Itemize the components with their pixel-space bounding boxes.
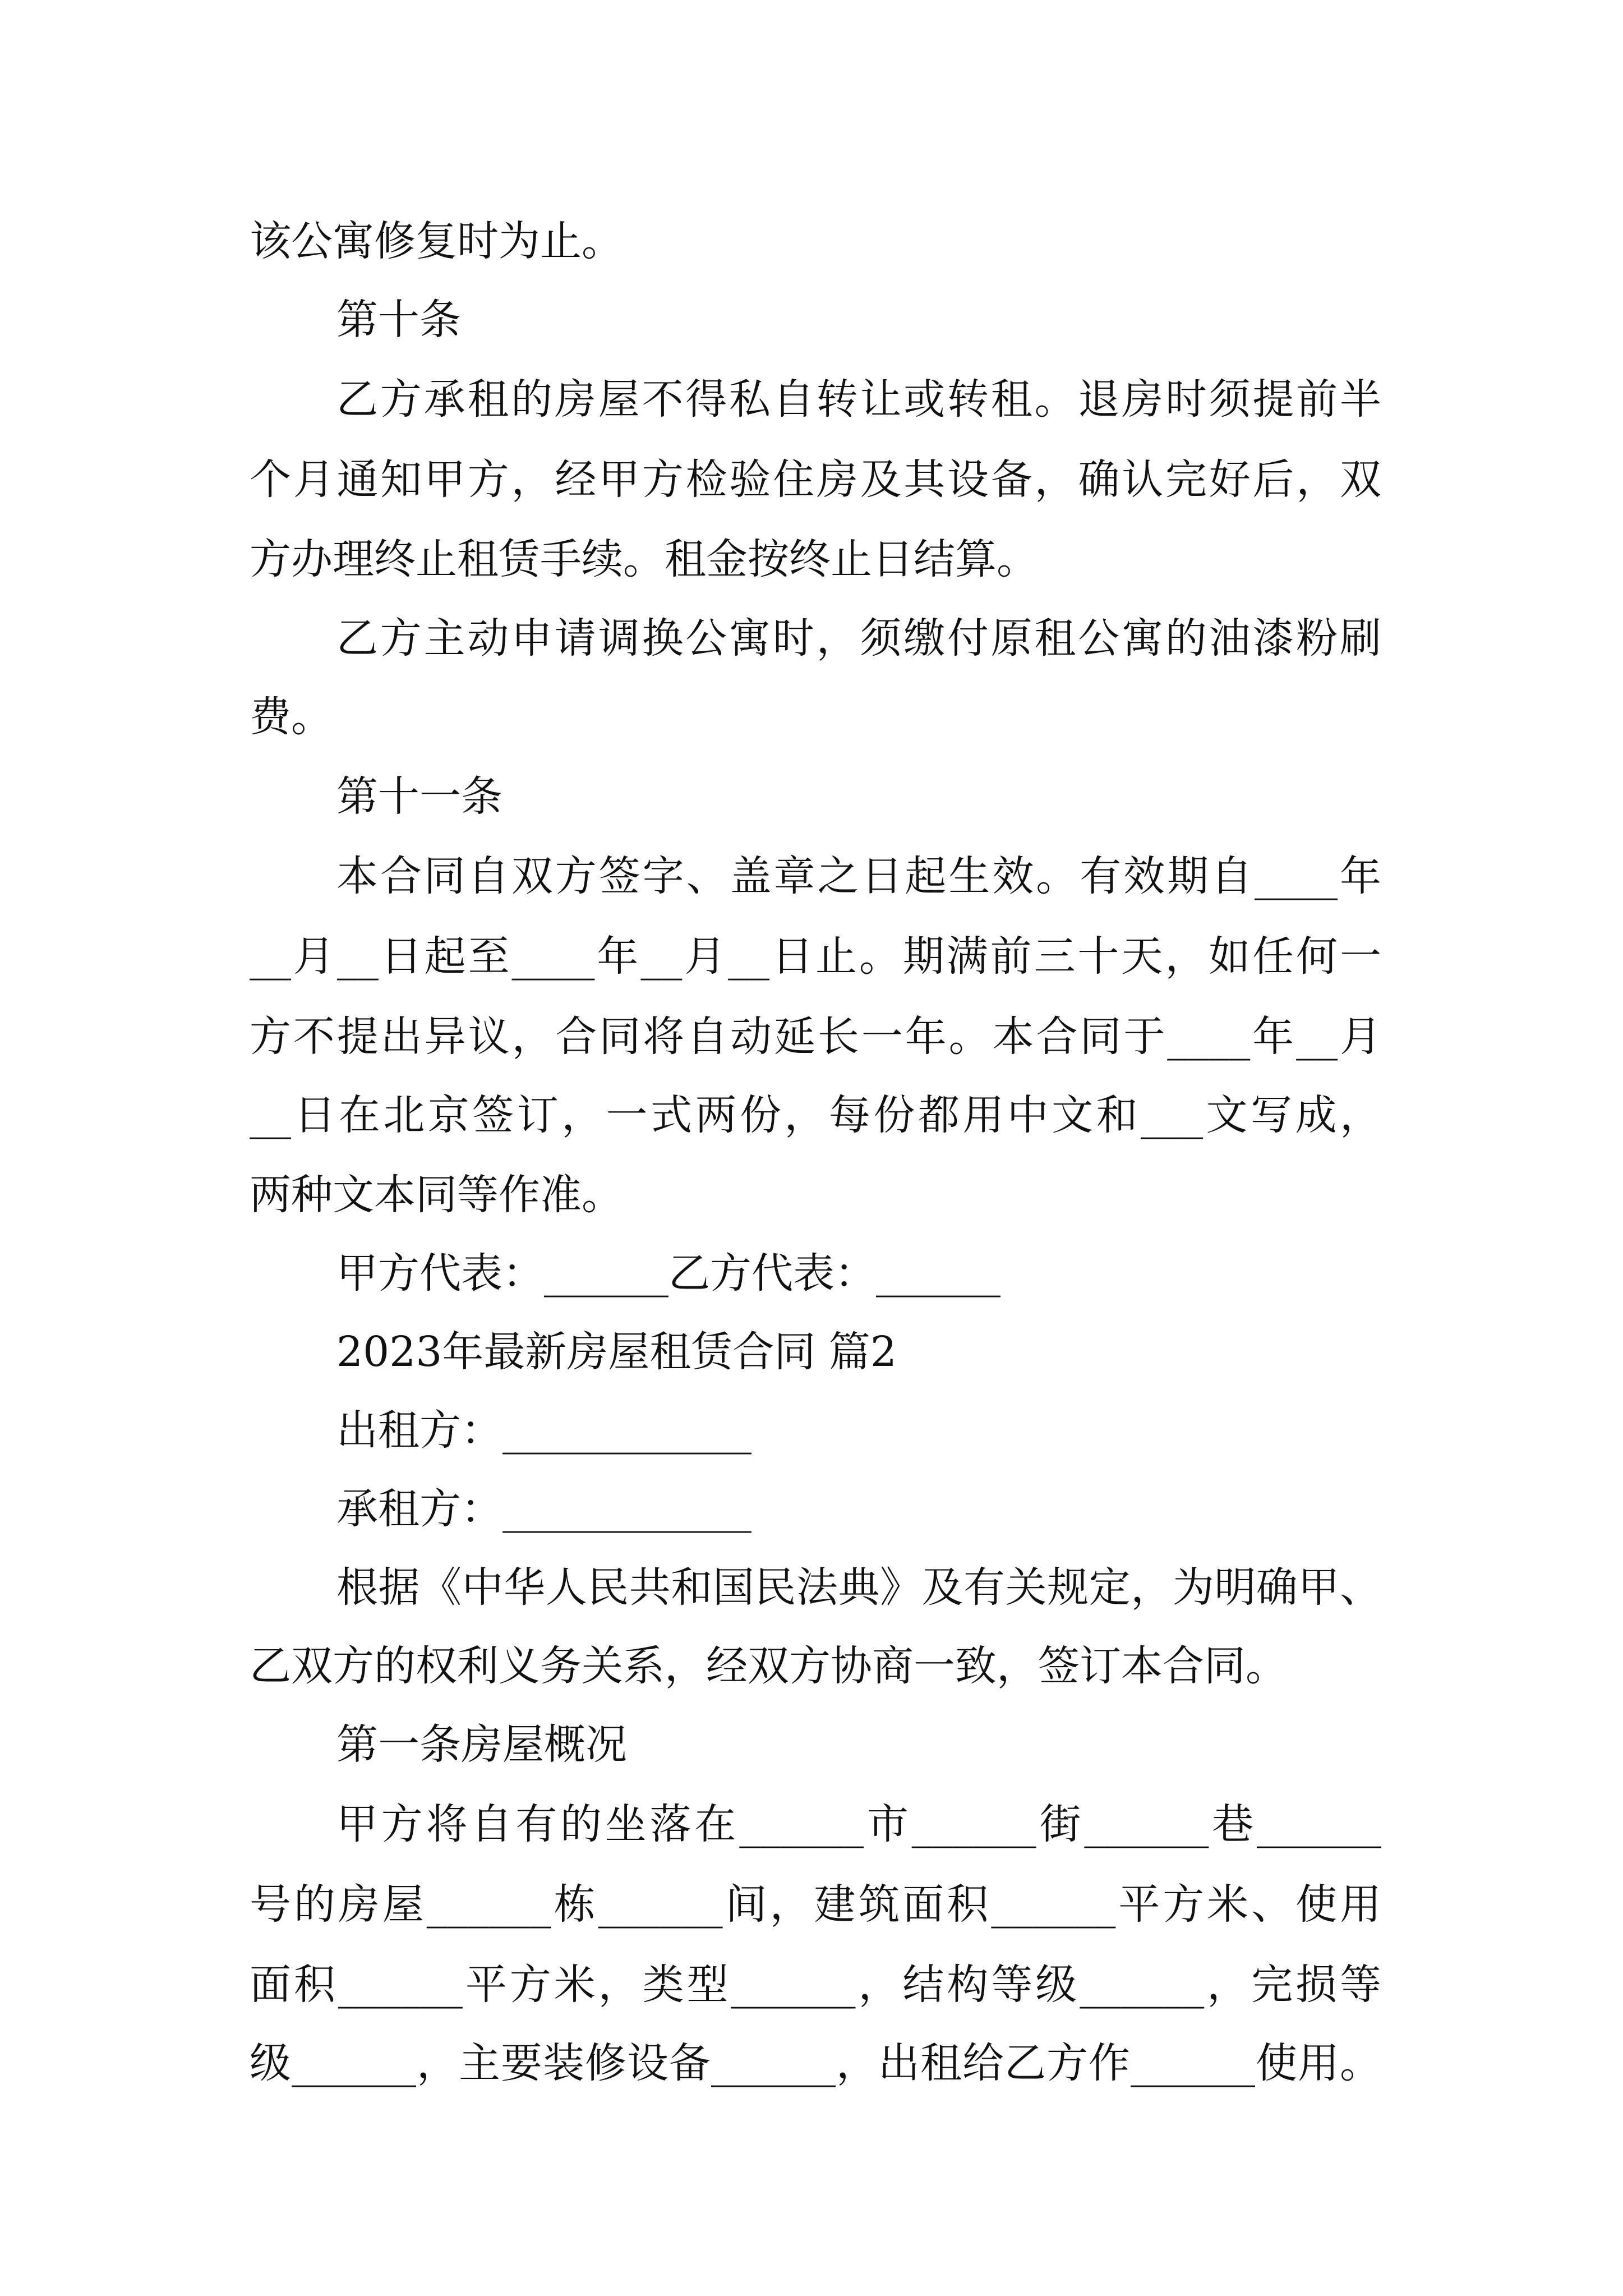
text-line-3: 乙方承租的房屋不得私自转让或转租。退房时须提前半 [336,375,1381,424]
text-line-18: 根据《中华人民共和国民法典》及有关规定，为明确甲、 [336,1563,1381,1612]
text-line-19: 乙双方的权利义务关系，经双方协商一致，签订本合同。 [250,1642,1287,1690]
text-line-22: 号的房屋______栋______间，建筑面积______平方米、使用 [250,1880,1381,1929]
text-line-13: 两种文本同等作准。 [250,1171,623,1219]
signature-line: 甲方代表：______乙方代表：______ [336,1249,1000,1297]
text-line-24: 级______，主要装修设备______，出租给乙方作______使用。 [250,2039,1381,2087]
text-line-9: 本合同自双方签字、盖章之日起生效。有效期自____年 [336,852,1381,900]
text-line-6: 乙方主动申请调换公寓时，须缴付原租公寓的油漆粉刷 [336,614,1381,662]
article-heading-10: 第十条 [336,296,461,344]
section-title: 2023年最新房屋租赁合同 篇2 [336,1328,897,1376]
lessor-line: 出租方：____________ [336,1406,751,1455]
text-line-21: 甲方将自有的坐落在______市______街______巷______ [336,1800,1381,1848]
text-line-12: __日在北京签订，一式两份，每份都用中文和___文写成， [250,1091,1381,1139]
text-line-4: 个月通知甲方，经甲方检验住房及其设备，确认完好后，双 [250,455,1381,504]
text-line-23: 面积______平方米，类型______，结构等级______，完损等 [250,1961,1381,2009]
text-line-11: 方不提出异议，合同将自动延长一年。本合同于____年__月 [250,1013,1381,1061]
text-line-7: 费。 [250,693,333,741]
text-line-1: 该公寓修复时为止。 [250,217,623,265]
text-line-10: __月__日起至____年__月__日止。期满前三十天，如任何一 [250,932,1381,981]
text-line-5: 方办理终止租赁手续。租金按终止日结算。 [250,535,1038,583]
article-heading-1: 第一条房屋概况 [336,1720,627,1769]
lessee-line: 承租方：____________ [336,1485,751,1533]
article-heading-11: 第十一条 [336,772,502,821]
